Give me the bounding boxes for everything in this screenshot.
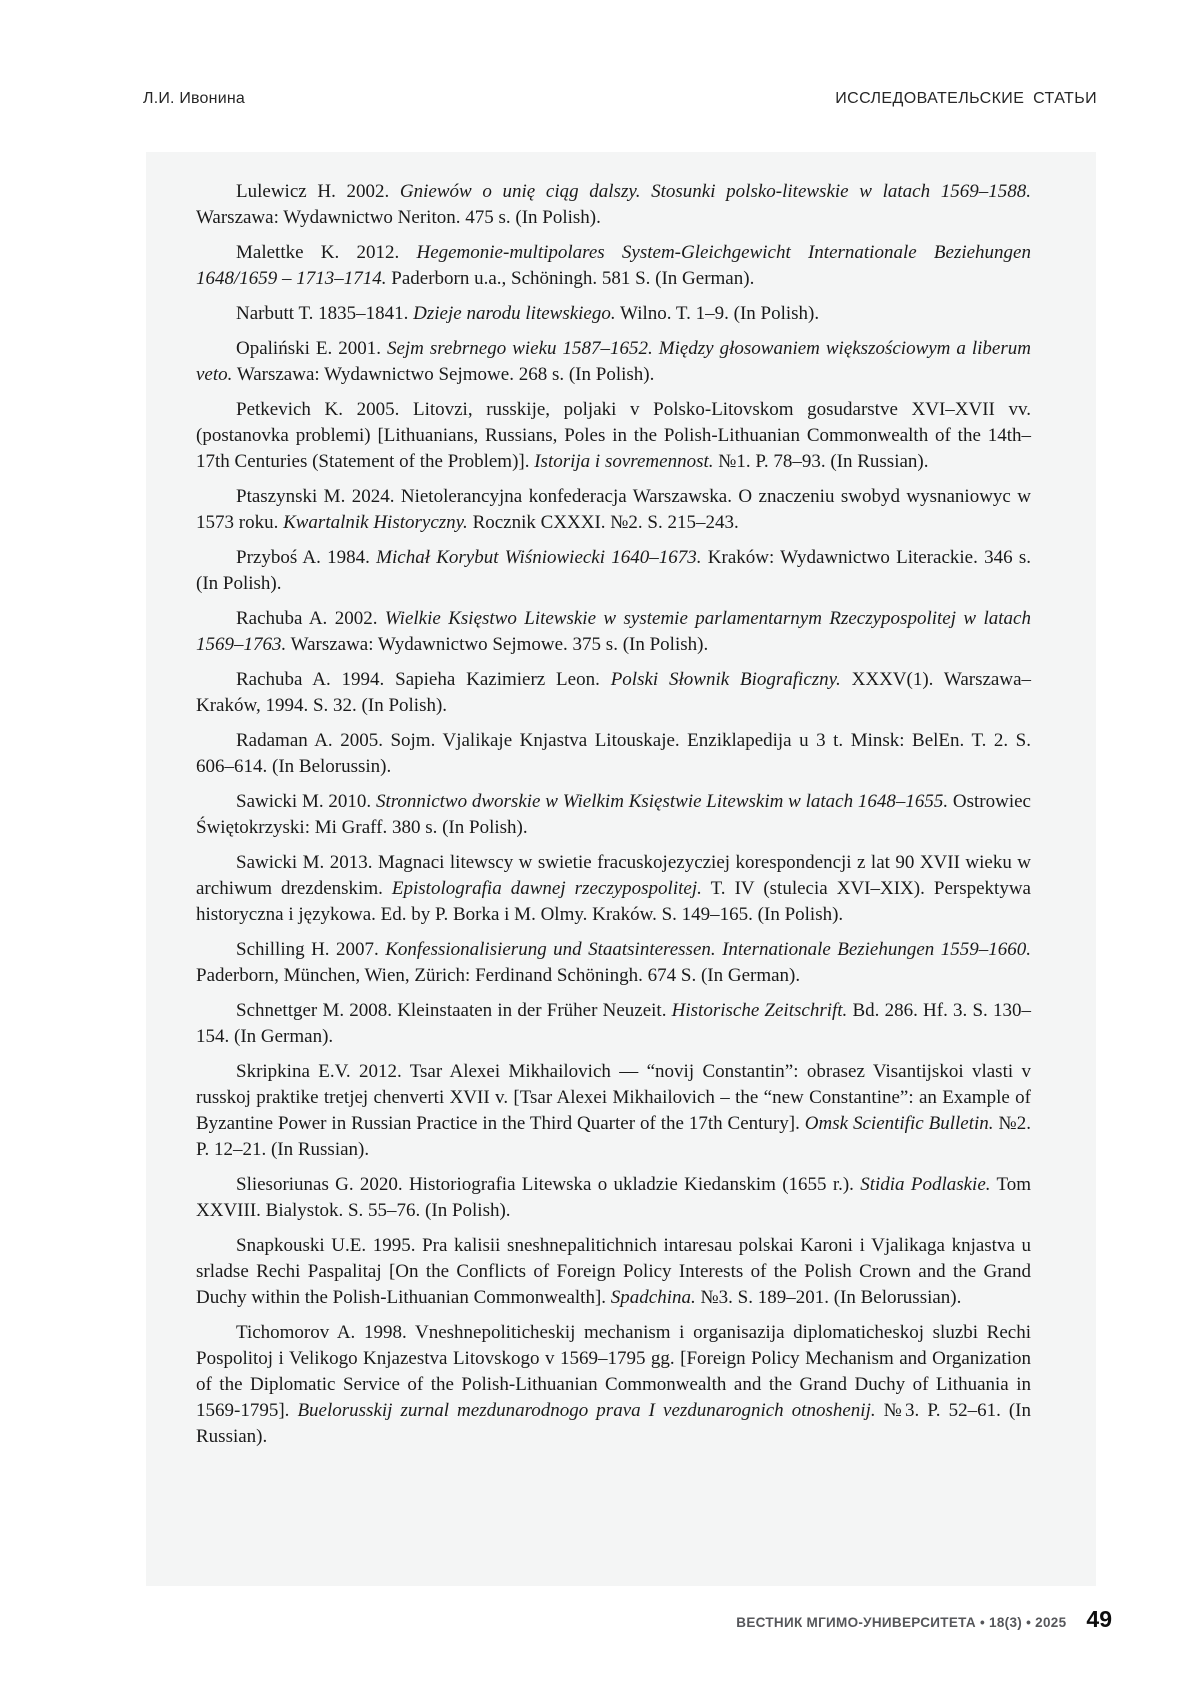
reference-text-segment: Kraków: Wydawnictwo Literackie. 346 s. (In Polish). xyxy=(196,547,1031,594)
reference-title-italic: Michał Korybut Wiśniowiecki 1640–1673. xyxy=(376,547,702,568)
reference-text-segment: Tom XXVIII. Bialystok. S. 55–76. (In Polish). xyxy=(196,1174,1032,1221)
reference-text-segment: Rachuba A. 2002. xyxy=(236,608,385,629)
reference-text-segment: XXXV(1). Warszawa–Kraków, 1994. S. 32. (In Polish). xyxy=(196,669,1032,716)
reference-entry xyxy=(196,850,1031,928)
reference-text-segment: №1. P. 78–93. (In Russian). xyxy=(713,451,929,472)
reference-text-segment: Sawicki M. 2010. xyxy=(236,791,376,812)
reference-title-italic: Wielkie Księstwo Litewskie w systemie parlamentarnym Rzeczypospolitej w latach 1569–1763. xyxy=(196,608,1031,655)
page-header xyxy=(143,90,1097,108)
reference-title-italic: Hegemonie-multipolares System-Gleichgewicht Internationale Beziehungen 1648/1659 – 1713–1714. xyxy=(196,242,1031,289)
reference-title-italic: Historische Zeitschrift. xyxy=(671,1000,848,1021)
reference-text-segment: Sliesoriunas G. 2020. Historiografia Litewska o ukladzie Kiedanskim (1655 r.). xyxy=(236,1174,861,1195)
reference-text-segment: Warszawa: Wydawnictwo Sejmowe. 375 s. (In Polish). xyxy=(286,634,709,655)
reference-title-italic: Spadchina. xyxy=(610,1287,696,1308)
reference-text-segment: №3. S. 189–201. (In Belorussian). xyxy=(695,1287,962,1308)
reference-entry xyxy=(196,789,1031,841)
reference-title-italic: Konfessionalisierung und Staatsinteressen. Internationale Beziehungen 1559–1660. xyxy=(385,939,1031,960)
reference-text-segment: Wilno. T. 1–9. (In Polish). xyxy=(615,303,820,324)
references-panel xyxy=(146,152,1096,1586)
reference-entry xyxy=(196,1172,1031,1224)
header-section-title: ИССЛЕДОВАТЕЛЬСКИЕ СТАТЬИ xyxy=(835,90,1097,107)
reference-text-segment: T. IV (stulecia XVI–XIX). Perspektywa historyczna i językowa. Ed. by P. Borka i M. Olmy. Kraków. S. 149–165. (In Polish). xyxy=(196,878,1031,925)
reference-text-segment: Paderborn u.a., Schöningh. 581 S. (In German). xyxy=(386,268,755,289)
reference-title-italic: Epistolografia dawnej rzeczypospolitej. xyxy=(391,878,702,899)
reference-title-italic: Stidia Podlaskie. xyxy=(860,1174,991,1195)
reference-title-italic: Gniewów o unię ciąg dalszy. Stosunki polsko-litewskie w latach 1569–1588. xyxy=(399,181,1031,202)
reference-title-italic: Dzieje narodu litewskiego. xyxy=(413,303,616,324)
reference-text-segment: Ptaszynski M. 2024. Nietolerancyjna konfederacja Warszawska. O znaczeniu swobyd wysnaniowyc w 1573 roku. xyxy=(196,486,1031,533)
reference-text-segment: Paderborn, München, Wien, Zürich: Ferdinand Schöningh. 674 S. (In German). xyxy=(196,965,801,986)
reference-entry xyxy=(196,397,1031,475)
reference-text-segment: Ostrowiec Świętokrzyski: Mi Graff. 380 s. (In Polish). xyxy=(196,791,1031,838)
reference-entry xyxy=(196,484,1031,536)
reference-text-segment: Malettke K. 2012. xyxy=(236,242,417,263)
reference-text-segment: Warszawa: Wydawnictwo Neriton. 475 s. (In Polish). xyxy=(196,207,601,228)
reference-title-italic: Omsk Scientific Bulletin. xyxy=(804,1113,994,1134)
reference-text-segment: Rachuba A. 1994. Sapieha Kazimierz Leon. xyxy=(236,669,611,690)
reference-entry xyxy=(196,1233,1031,1311)
header-author: Л.И. Ивонина xyxy=(143,90,245,107)
reference-text-segment: Schnettger M. 2008. Kleinstaaten in der Früher Neuzeit. xyxy=(236,1000,672,1021)
reference-entry xyxy=(196,937,1031,989)
reference-entry xyxy=(196,336,1031,388)
footer-journal-info: ВЕСТНИК МГИМО-УНИВЕРСИТЕТА • 18(3) • 2025 xyxy=(736,1615,1067,1630)
reference-entry xyxy=(196,301,1031,327)
reference-entry xyxy=(196,667,1031,719)
reference-text-segment: Petkevich K. 2005. Litovzi, russkije, poljaki v Polsko-Litovskom gosudarstve XVI–XVII vv. (postanovka problemi) [Lithuanians, Russians, Poles in the Polish-Lithuanian Commonwealth of the 14th–17th Centuries (Statement of the Problem)]. xyxy=(196,399,1031,472)
reference-text-segment: Tichomorov A. 1998. Vneshnepoliticheskij mechanism i organisazija diplomaticheskoj sluzbi Rechi Pospolitoj i Velikogo Knjazestva Litovskogo v 1569–1795 gg. [Foreign Policy Mechanism and Organization of the Diplomatic Service of the Polish-Lithuanian Commonwealth and the Grand Duchy of Lithuania in 1569-1795]. xyxy=(196,1322,1031,1421)
reference-title-italic: Sejm srebrnego wieku 1587–1652. Między głosowaniem większościowym a liberum veto. xyxy=(196,338,1031,385)
reference-entry xyxy=(196,240,1031,292)
footer-page-number: 49 xyxy=(1086,1606,1112,1632)
reference-title-italic: Stronnictwo dworskie w Wielkim Księstwie Litewskim w latach 1648–1655. xyxy=(375,791,949,812)
reference-text-segment: Warszawa: Wydawnictwo Sejmowe. 268 s. (In Polish). xyxy=(232,364,655,385)
reference-text-segment: Radaman A. 2005. Sojm. Vjalikaje Knjastva Litouskaje. Enziklapedija u 3 t. Minsk: BelEn. T. 2. S. 606–614. (In Belorussin). xyxy=(196,730,1031,777)
reference-text-segment: Skripkina E.V. 2012. Tsar Alexei Mikhailovich — “novij Constantin”: obrasez Visantijskoi vlasti v russkoj praktike tretjej chenverti XVII v. [Tsar Alexei Mikhailovich – the “new Constantine”: an Example of Byzantine Power in Russian Practice in the Third Quarter of the 17th Century]. xyxy=(196,1061,1031,1134)
page-footer xyxy=(736,1606,1112,1633)
reference-text-segment: Bd. 286. Hf. 3. S. 130–154. (In German). xyxy=(196,1000,1031,1047)
reference-text-segment: №2. P. 12–21. (In Russian). xyxy=(196,1113,1032,1160)
reference-text-segment: Snapkouski U.E. 1995. Pra kalisii sneshnepalitichnich intaresau polskai Karoni i Vjalikaga knjastva u srladse Rechi Paspalitaj [On the Conflicts of Foreign Policy Interests of the Polish Crown and the Grand Duchy within the Polish-Lithuanian Commonwealth]. xyxy=(196,1235,1031,1308)
reference-entry xyxy=(196,728,1031,780)
reference-text-segment: Schilling H. 2007. xyxy=(236,939,386,960)
reference-text-segment: Sawicki M. 2013. Magnaci litewscy w swietie fracuskojezycziej korespondencji z lat 90 XVII wieku w archiwum drezdenskim. xyxy=(196,852,1031,899)
reference-text-segment: Rocznik CXXXI. №2. S. 215–243. xyxy=(467,512,739,533)
reference-text-segment: №3. P. 52–61. (In Russian). xyxy=(196,1400,1031,1447)
reference-entry xyxy=(196,1320,1031,1450)
reference-title-italic: Buelorusskij zurnal mezdunarodnogo prava I vezdunarognich otnoshenij. xyxy=(297,1400,876,1421)
reference-entry xyxy=(196,998,1031,1050)
reference-text-segment: Opaliński E. 2001. xyxy=(236,338,387,359)
reference-text-segment: Lulewicz H. 2002. xyxy=(236,181,400,202)
reference-entry xyxy=(196,179,1031,231)
references-list xyxy=(196,179,1031,1450)
reference-title-italic: Kwartalnik Historyczny. xyxy=(283,512,468,533)
reference-entry xyxy=(196,1059,1031,1163)
reference-text-segment: Przyboś A. 1984. xyxy=(236,547,377,568)
reference-text-segment: Narbutt T. 1835–1841. xyxy=(236,303,414,324)
reference-title-italic: Polski Słownik Biograficzny. xyxy=(610,669,841,690)
reference-entry xyxy=(196,545,1031,597)
reference-entry xyxy=(196,606,1031,658)
reference-title-italic: Istorija i sovremennost. xyxy=(534,451,714,472)
